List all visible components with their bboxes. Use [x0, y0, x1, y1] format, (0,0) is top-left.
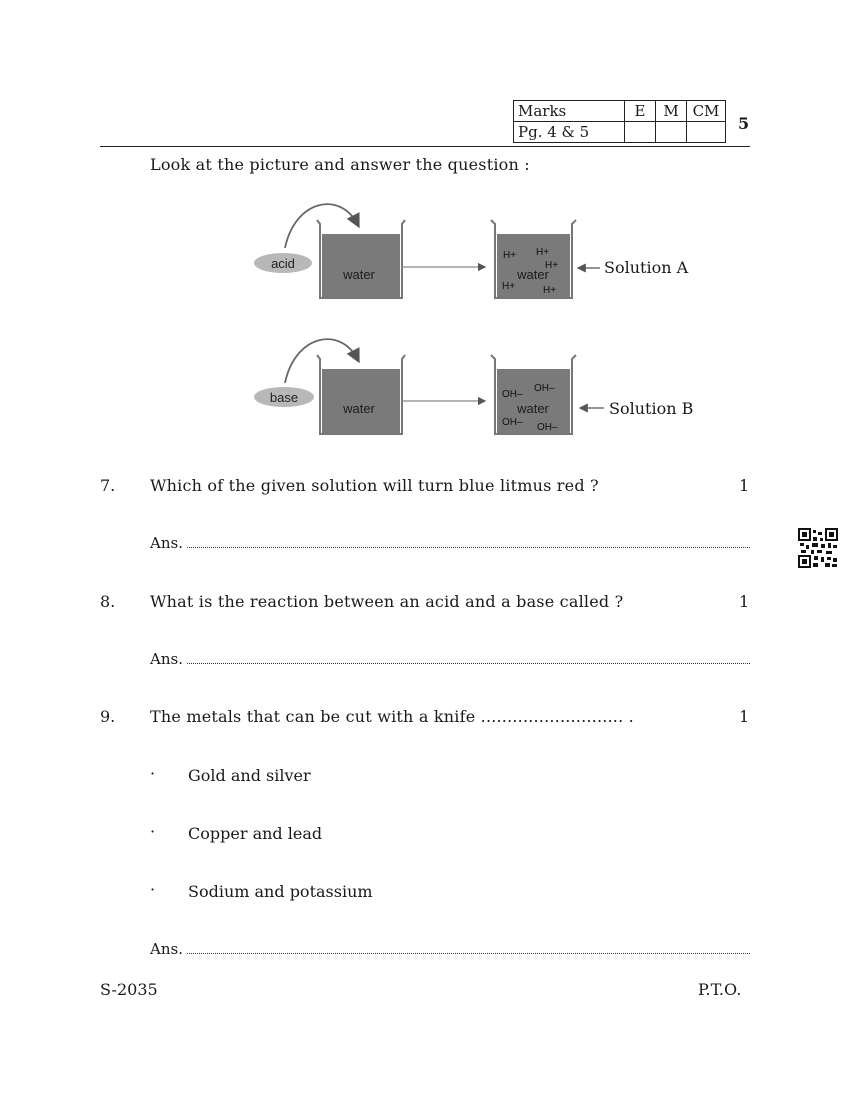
answer-label: Ans.	[150, 940, 183, 958]
option-bullet: ·	[150, 764, 156, 783]
question-9-text: The metals that can be cut with a knife ........................... .	[150, 707, 634, 726]
instruction-text: Look at the picture and answer the question :	[150, 155, 530, 174]
question-7-marks: 1	[739, 476, 750, 495]
marks-col-cm: CM	[687, 101, 726, 122]
pages-label: Pg. 4 & 5	[514, 122, 625, 143]
marks-col-m: M	[656, 101, 687, 122]
option-1: Gold and silver	[188, 766, 311, 785]
h-ion-5: H+	[543, 285, 557, 296]
water-fill-1	[322, 234, 400, 297]
marks-cell-e	[625, 122, 656, 143]
option-bullet: ·	[150, 880, 156, 899]
answer-dotted-line	[187, 941, 750, 954]
option-bullet: ·	[150, 822, 156, 841]
option-2: Copper and lead	[188, 824, 323, 843]
answer-label: Ans.	[150, 534, 183, 552]
question-8-marks: 1	[739, 592, 750, 611]
h-ion-3: H+	[545, 260, 559, 271]
page-number: 5	[738, 114, 750, 133]
question-9-marks: 1	[739, 707, 750, 726]
marks-label: Marks	[514, 101, 625, 122]
question-8-text: What is the reaction between an acid and a base called ?	[150, 592, 624, 611]
answer-line-8[interactable]	[150, 650, 750, 668]
answer-dotted-line	[187, 535, 750, 548]
answer-label: Ans.	[150, 650, 183, 668]
acid-base-diagram	[240, 190, 720, 450]
base-label: base	[269, 390, 299, 405]
question-8-number: 8.	[100, 592, 116, 611]
marks-table	[513, 100, 726, 143]
solution-a-label: Solution A	[604, 258, 689, 277]
marks-col-e: E	[625, 101, 656, 122]
option-3: Sodium and potassium	[188, 882, 373, 901]
paper-code: S-2035	[100, 980, 158, 999]
marks-cell-cm	[687, 122, 726, 143]
water-label-1: water	[343, 267, 375, 282]
oh-ion-3: OH–	[502, 417, 523, 428]
question-7-number: 7.	[100, 476, 116, 495]
water-label-2: water	[517, 267, 549, 282]
pto-label: P.T.O.	[698, 980, 742, 999]
h-ion-2: H+	[536, 247, 550, 258]
answer-dotted-line	[187, 651, 750, 664]
water-label-3: water	[343, 401, 375, 416]
header-divider	[100, 146, 750, 147]
oh-ion-1: OH–	[502, 389, 523, 400]
h-ion-1: H+	[503, 250, 517, 261]
solution-b-label: Solution B	[609, 399, 694, 418]
answer-line-9[interactable]	[150, 940, 750, 958]
answer-line-7[interactable]	[150, 534, 750, 552]
oh-ion-2: OH–	[534, 383, 555, 394]
water-label-4: water	[517, 401, 549, 416]
h-ion-4: H+	[502, 281, 516, 292]
marks-cell-m	[656, 122, 687, 143]
question-7-text: Which of the given solution will turn blue litmus red ?	[150, 476, 599, 495]
oh-ion-4: OH–	[537, 422, 558, 433]
acid-label: acid	[271, 256, 295, 271]
qr-code-icon	[798, 528, 838, 568]
question-9-number: 9.	[100, 707, 116, 726]
